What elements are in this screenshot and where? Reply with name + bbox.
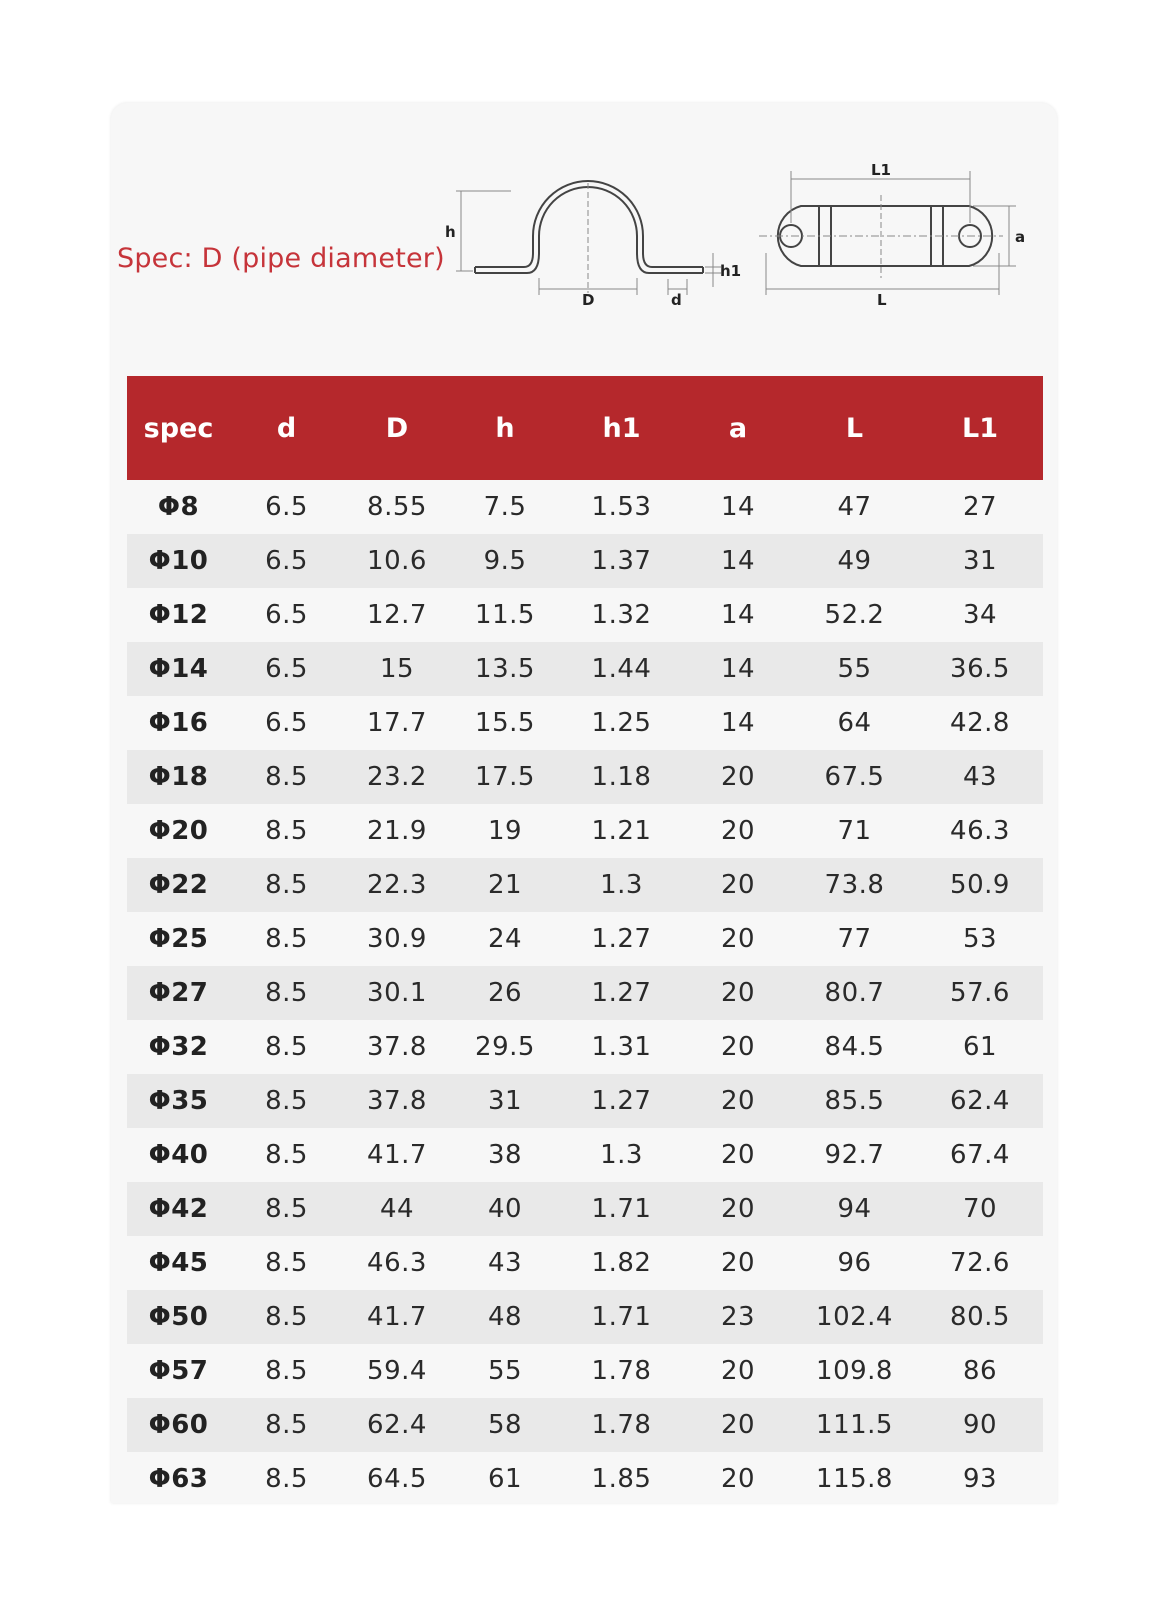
cell-h1: 1.71 [591,1302,652,1332]
table-row [127,750,1043,804]
cell-D: 8.55 [367,492,427,522]
cell-d: 8.5 [265,924,308,954]
cell-d: 8.5 [265,1464,308,1494]
cell-spec: Φ32 [148,1032,209,1062]
cell-d: 8.5 [265,1194,308,1224]
cell-h1: 1.85 [591,1464,652,1494]
cell-L: 84.5 [824,1032,885,1062]
cell-h1: 1.27 [591,1086,652,1116]
cell-h: 58 [487,1410,523,1440]
cell-h1: 1.44 [591,654,652,684]
cell-L: 111.5 [816,1410,893,1440]
cell-D: 10.6 [367,546,427,576]
table-row [127,480,1043,534]
cell-h: 55 [487,1356,523,1386]
cell-h1: 1.27 [591,978,652,1008]
table-body [127,480,1043,1503]
spec-sheet-card [111,103,1057,1503]
table-row [127,1128,1043,1182]
cell-D: 30.9 [367,924,427,954]
column-header-spec: spec [143,412,214,444]
column-header-d: d [276,412,297,444]
cell-a: 14 [720,492,756,522]
cell-D: 23.2 [367,762,427,792]
cell-L1: 62.4 [950,1086,1010,1116]
column-header-h1: h1 [602,412,641,444]
clamp-side-view [475,181,703,273]
cell-d: 8.5 [265,1356,308,1386]
cell-spec: Φ35 [148,1086,209,1116]
cell-L1: 70 [962,1194,998,1224]
cell-a: 20 [720,1140,756,1170]
spec-table-wrapper [127,376,1043,1503]
cell-spec: Φ60 [148,1410,209,1440]
table-row [127,534,1043,588]
cell-L1: 31 [962,546,998,576]
cell-D: 41.7 [367,1302,427,1332]
cell-D: 15 [379,654,415,684]
cell-L: 94 [837,1194,872,1224]
cell-h: 31 [487,1086,523,1116]
cell-spec: Φ12 [148,600,209,630]
cell-D: 41.7 [367,1140,427,1170]
cell-h1: 1.3 [600,870,643,900]
table-row [127,1074,1043,1128]
cell-h: 61 [487,1464,523,1494]
cell-h: 48 [487,1302,523,1332]
cell-L: 109.8 [816,1356,893,1386]
cell-h: 29.5 [475,1032,535,1062]
cell-L1: 57.6 [950,978,1010,1008]
cell-a: 14 [720,546,756,576]
cell-D: 12.7 [367,600,427,630]
cell-L: 77 [837,924,872,954]
cell-L1: 36.5 [950,654,1010,684]
cell-spec: Φ27 [148,978,209,1008]
cell-L: 47 [837,492,872,522]
cell-d: 6.5 [265,546,308,576]
cell-h: 24 [487,924,523,954]
cell-D: 22.3 [367,870,427,900]
cell-a: 20 [720,1194,756,1224]
cell-d: 6.5 [265,492,308,522]
cell-d: 8.5 [265,816,308,846]
cell-spec: Φ40 [148,1140,209,1170]
cell-spec: Φ42 [148,1194,209,1224]
cell-L1: 34 [962,600,998,630]
cell-L: 73.8 [824,870,885,900]
table-row [127,1236,1043,1290]
cell-a: 23 [720,1302,756,1332]
column-header-L: L [845,412,864,444]
cell-L1: 67.4 [950,1140,1010,1170]
cell-h1: 1.53 [591,492,652,522]
cell-d: 8.5 [265,1086,308,1116]
column-header-L1: L1 [962,412,998,444]
cell-spec: Φ25 [148,924,209,954]
cell-L: 85.5 [824,1086,885,1116]
cell-d: 8.5 [265,1248,308,1278]
cell-h1: 1.71 [591,1194,652,1224]
cell-d: 6.5 [265,708,308,738]
cell-L1: 42.8 [950,708,1010,738]
spec-table [127,376,1043,1503]
table-row [127,966,1043,1020]
dim-a-label: a [1015,228,1026,246]
cell-a: 20 [720,1356,756,1386]
cell-spec: Φ18 [148,762,209,792]
column-header-a: a [728,412,748,444]
cell-a: 20 [720,1248,756,1278]
table-row [127,1398,1043,1452]
cell-L1: 93 [962,1464,998,1494]
cell-d: 8.5 [265,1410,308,1440]
cell-L1: 43 [962,762,998,792]
cell-D: 46.3 [367,1248,427,1278]
spec-label: Spec: D (pipe diameter) [117,243,445,274]
cell-h: 7.5 [483,492,527,522]
cell-h1: 1.37 [591,546,652,576]
cell-D: 21.9 [367,816,427,846]
table-row [127,804,1043,858]
cell-D: 44 [379,1194,415,1224]
cell-a: 20 [720,816,756,846]
cell-h1: 1.32 [591,600,652,630]
cell-a: 20 [720,1464,756,1494]
cell-a: 14 [720,654,756,684]
cell-L1: 90 [962,1410,998,1440]
cell-a: 14 [720,708,756,738]
cell-h1: 1.18 [591,762,652,792]
cell-D: 62.4 [367,1410,427,1440]
cell-h: 43 [487,1248,523,1278]
cell-L1: 80.5 [950,1302,1010,1332]
cell-h1: 1.3 [600,1140,643,1170]
table-row [127,696,1043,750]
pipe-clamp-diagram [111,103,1057,343]
cell-D: 17.7 [367,708,427,738]
cell-a: 20 [720,924,756,954]
cell-a: 20 [720,1410,756,1440]
dim-h-label: h [445,223,456,241]
table-row [127,1344,1043,1398]
cell-spec: Φ14 [148,654,209,684]
cell-d: 8.5 [265,978,308,1008]
dim-L-label: L [877,291,887,309]
cell-spec: Φ10 [148,546,209,576]
cell-L: 64 [837,708,872,738]
cell-L: 67.5 [824,762,885,792]
cell-L: 55 [837,654,872,684]
cell-h: 9.5 [483,546,527,576]
table-row [127,912,1043,966]
cell-spec: Φ50 [148,1302,209,1332]
cell-spec: Φ8 [157,492,200,522]
cell-a: 20 [720,870,756,900]
cell-L: 92.7 [824,1140,885,1170]
table-row [127,858,1043,912]
table-row [127,588,1043,642]
cell-h: 15.5 [475,708,535,738]
cell-D: 37.8 [367,1032,427,1062]
cell-h1: 1.25 [591,708,652,738]
cell-h: 11.5 [475,600,535,630]
cell-h1: 1.78 [591,1410,652,1440]
cell-h: 19 [487,816,523,846]
cell-a: 20 [720,978,756,1008]
table-row [127,1452,1043,1503]
cell-spec: Φ57 [148,1356,209,1386]
cell-L: 52.2 [824,600,885,630]
cell-D: 30.1 [367,978,427,1008]
cell-a: 14 [720,600,756,630]
cell-L: 80.7 [824,978,885,1008]
cell-spec: Φ20 [148,816,209,846]
cell-h: 13.5 [475,654,535,684]
cell-L1: 53 [962,924,998,954]
dim-h1-label: h1 [720,262,742,280]
dim-D-label: D [582,291,595,309]
table-row [127,1182,1043,1236]
cell-d: 8.5 [265,1032,308,1062]
cell-h1: 1.78 [591,1356,652,1386]
cell-L1: 50.9 [950,870,1010,900]
table-row [127,1290,1043,1344]
cell-d: 8.5 [265,870,308,900]
cell-L1: 46.3 [950,816,1010,846]
cell-d: 6.5 [265,654,308,684]
cell-L: 96 [837,1248,872,1278]
cell-h: 17.5 [475,762,535,792]
cell-L: 115.8 [816,1464,893,1494]
table-row [127,642,1043,696]
cell-L1: 27 [962,492,998,522]
dim-L1-label: L1 [871,161,891,179]
cell-spec: Φ63 [148,1464,209,1494]
table-row [127,1020,1043,1074]
cell-h1: 1.27 [591,924,652,954]
cell-h1: 1.21 [591,816,652,846]
cell-d: 6.5 [265,600,308,630]
cell-d: 8.5 [265,1140,308,1170]
column-header-D: D [385,412,409,444]
cell-d: 8.5 [265,1302,308,1332]
cell-L1: 61 [962,1032,998,1062]
cell-D: 37.8 [367,1086,427,1116]
cell-D: 59.4 [367,1356,427,1386]
cell-h1: 1.82 [591,1248,652,1278]
cell-h: 40 [487,1194,523,1224]
cell-L1: 72.6 [950,1248,1010,1278]
cell-h1: 1.31 [591,1032,652,1062]
cell-h: 26 [487,978,523,1008]
cell-a: 20 [720,1032,756,1062]
cell-h: 38 [487,1140,523,1170]
cell-spec: Φ45 [148,1248,209,1278]
table-header-row [127,376,1043,480]
cell-h: 21 [487,870,523,900]
cell-L1: 86 [962,1356,998,1386]
cell-a: 20 [720,762,756,792]
cell-L: 49 [837,546,872,576]
cell-D: 64.5 [367,1464,427,1494]
cell-a: 20 [720,1086,756,1116]
column-header-h: h [495,412,515,444]
cell-L: 102.4 [816,1302,893,1332]
cell-d: 8.5 [265,762,308,792]
cell-spec: Φ16 [148,708,209,738]
dim-d-label: d [671,291,682,309]
cell-L: 71 [837,816,872,846]
cell-spec: Φ22 [148,870,209,900]
